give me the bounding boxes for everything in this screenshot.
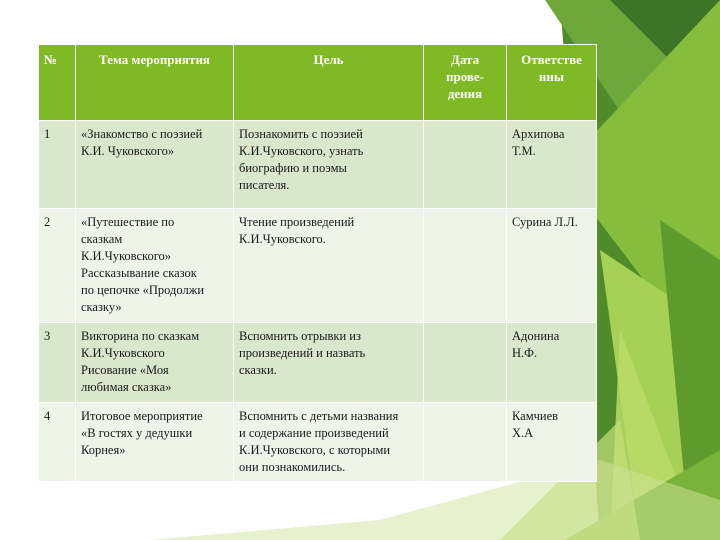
text-line: Познакомить с поэзией <box>239 127 363 141</box>
text-line: Сурина Л.Л. <box>512 215 578 229</box>
text-line: Х.А <box>512 426 534 440</box>
cell-number: 4 <box>39 403 76 482</box>
header-responsible-line: Ответстве <box>521 52 582 67</box>
text-line: и содержание произведений <box>239 426 389 440</box>
table-row <box>39 121 597 209</box>
header-responsible <box>507 45 597 121</box>
text-line: К.И.Чуковского, узнать <box>239 144 364 158</box>
cell-date <box>424 403 507 482</box>
text-line: Адонина <box>512 329 560 343</box>
header-topic: Тема мероприятия <box>76 45 234 121</box>
text-line: Вспомнить отрывки из <box>239 329 361 343</box>
text-line: «Путешествие по <box>81 215 175 229</box>
text-line: «В гостях у дедушки <box>81 426 193 440</box>
text-line: Рисование «Моя <box>81 363 169 377</box>
cell-topic <box>76 209 234 323</box>
text-line: Архипова <box>512 127 565 141</box>
header-date-line: прове- <box>445 69 485 84</box>
header-responsible-line: нны <box>538 69 565 84</box>
cell-goal <box>234 323 424 403</box>
table-row <box>39 403 597 482</box>
text-line: сказки. <box>239 363 277 377</box>
text-line: К.И.Чуковского, с которыми <box>239 443 391 457</box>
text-line: любимая сказка» <box>81 380 172 394</box>
text-line: Камчиев <box>512 409 559 423</box>
cell-date <box>424 323 507 403</box>
text-line: Итоговое мероприятие <box>81 409 203 423</box>
text-line: К.И. Чуковского» <box>81 144 175 158</box>
text-line: «Знакомство с поэзией <box>81 127 203 141</box>
text-line: К.И.Чуковского <box>81 346 165 360</box>
cell-topic <box>76 121 234 209</box>
header-date <box>424 45 507 121</box>
events-table <box>38 44 597 482</box>
cell-number: 2 <box>39 209 76 323</box>
cell-date <box>424 121 507 209</box>
table-header-row <box>39 45 597 121</box>
text-line: К.И.Чуковского. <box>239 232 326 246</box>
table-row <box>39 323 597 403</box>
text-line: Викторина по сказкам <box>81 329 200 343</box>
cell-responsible <box>507 121 597 209</box>
cell-responsible <box>507 209 597 323</box>
cell-number: 3 <box>39 323 76 403</box>
header-number: № <box>39 45 76 121</box>
text-line: Рассказывание сказок <box>81 266 197 280</box>
text-line: сказкам <box>81 232 123 246</box>
cell-goal <box>234 209 424 323</box>
text-line: сказку» <box>81 300 122 314</box>
text-line: Корнея» <box>81 443 126 457</box>
table-row <box>39 209 597 323</box>
cell-date <box>424 209 507 323</box>
header-goal: Цель <box>234 45 424 121</box>
cell-topic <box>76 323 234 403</box>
text-line: они познакомились. <box>239 460 346 474</box>
header-date-line: Дата <box>450 52 480 67</box>
cell-goal <box>234 403 424 482</box>
text-line: Н.Ф. <box>512 346 538 360</box>
text-line: Т.М. <box>512 144 536 158</box>
cell-responsible <box>507 323 597 403</box>
text-line: биографию и поэмы <box>239 161 347 175</box>
header-date-line: дения <box>447 86 483 101</box>
text-line: К.И.Чуковского» <box>81 249 172 263</box>
cell-number: 1 <box>39 121 76 209</box>
text-line: произведений и назвать <box>239 346 366 360</box>
text-line: Чтение произведений <box>239 215 355 229</box>
text-line: по цепочке «Продолжи <box>81 283 205 297</box>
cell-goal <box>234 121 424 209</box>
cell-responsible <box>507 403 597 482</box>
cell-topic <box>76 403 234 482</box>
text-line: Вспомнить с детьми названия <box>239 409 399 423</box>
text-line: писателя. <box>239 178 290 192</box>
